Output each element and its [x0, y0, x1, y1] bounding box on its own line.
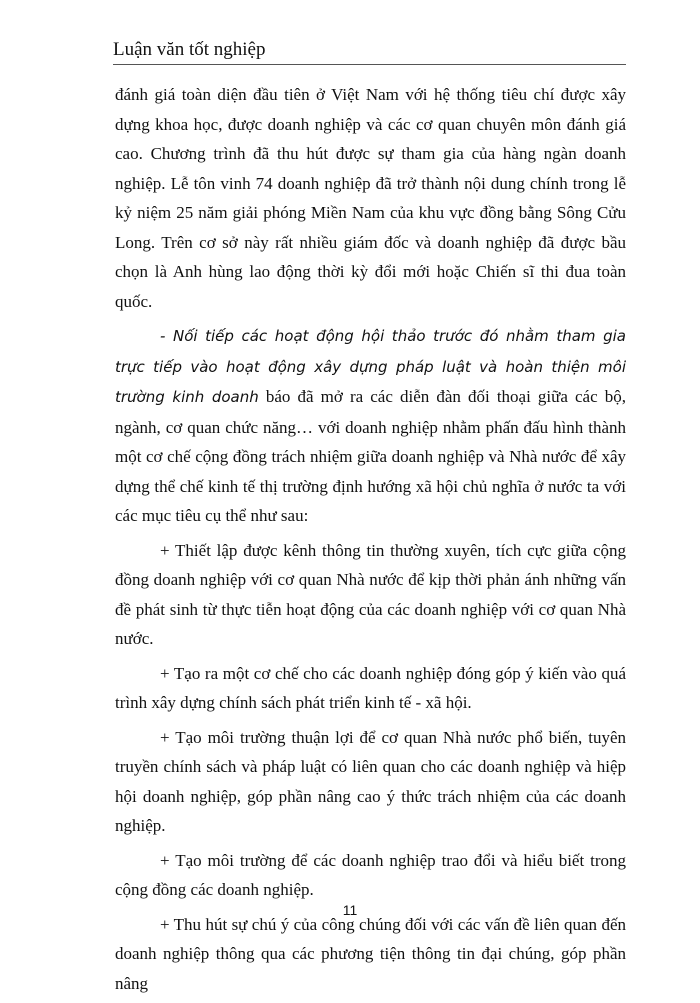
bullet-item-1: + Thiết lập được kênh thông tin thường xuyên, tích cực giữa cộng đồng doanh nghiệp với cơ quan Nhà nước để kịp thời phản ánh những vấn đề phát sinh từ thực tiễn hoạt động của các doanh nghiệp với cơ quan Nhà nước. — [115, 540, 626, 648]
header-divider — [113, 64, 626, 65]
bullet-item-2: + Tạo ra một cơ chế cho các doanh nghiệp đóng góp ý kiến vào quá trình xây dựng chính sách phát triển kinh tế - xã hội. — [115, 663, 626, 712]
page-number: 11 — [342, 902, 358, 918]
bullet-item-4: + Tạo môi trường để các doanh nghiệp trao đổi và hiểu biết trong cộng đồng các doanh nghiệp. — [115, 850, 626, 899]
paragraph-2-rest: báo đã mở ra các diễn đàn đối thoại giữa các bộ, ngành, cơ quan chức năng… với doanh nghiệp nhằm phấn đấu hình thành một cơ chế cộng đồng trách nhiệm giữa doanh nghiệp và Nhà nước để xây dựng thể chế kinh tế thị trường định hướng xã hội chủ nghĩa ở nước ta với các mục tiêu cụ thể như sau: — [115, 387, 626, 525]
bullet-item-3: + Tạo môi trường thuận lợi để cơ quan Nhà nước phổ biến, tuyên truyền chính sách và pháp luật có liên quan cho các doanh nghiệp và hiệp hội doanh nghiệp, góp phần nâng cao ý thức trách nhiệm của các doanh nghiệp. — [115, 727, 626, 835]
paragraph-2-italic-lead: - Nối tiếp các hoạt động hội thảo trước đó nhằm tham gia trực tiếp vào hoạt động xây dựng pháp luật và hoàn thiện môi trường kinh doanh — [115, 327, 626, 406]
page-body — [115, 80, 626, 1003]
bullet-item-5: + Thu hút sự chú ý của công chúng đối với các vấn đề liên quan đến doanh nghiệp thông qua các phương tiện thông tin đại chúng, góp phần nâng — [115, 914, 626, 993]
paragraph-1: đánh giá toàn diện đầu tiên ở Việt Nam với hệ thống tiêu chí được xây dựng khoa học, được doanh nghiệp và các cơ quan chuyên môn đánh giá cao. Chương trình đã thu hút được sự tham gia của hàng ngàn doanh nghiệp. Lễ tôn vinh 74 doanh nghiệp đã trở thành nội dung chính trong lễ kỷ niệm 25 năm giải phóng Miền Nam của khu vực đồng bằng Sông Cửu Long. Trên cơ sở này rất nhiều giám đốc và doanh nghiệp đã được bầu chọn là Anh hùng lao động thời kỳ đổi mới hoặc Chiến sĩ thi đua toàn quốc. — [115, 85, 626, 311]
running-header: Luận văn tốt nghiệp — [113, 39, 266, 60]
paragraph-2 — [115, 321, 626, 531]
